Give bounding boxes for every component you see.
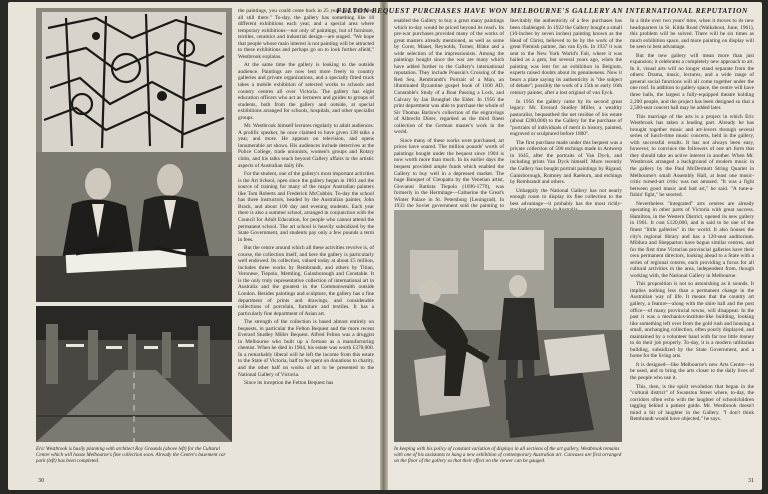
paragraph: enabled the Gallery to buy a great many paintings which to-day would be priced beyond its reach. Its pre-war purchases provided many of the works of great masters already mentioned, as well as some by Corot, Manet, Reynolds, Turner, Blake and a wide selection of the impressionists. Among the paintings bought since the war are many which have added further to the Gallery's international reputation. They include Poussin's Crossing of the Red Sea, Rembrandt's Portrait of a Man, an illuminated Byzantine gospel book of 1100 AD, Constable's Study of a Boat Passing a Lock, and Calvary by Jan Brueghel the Elder. In 1956 the print department was able to purchase the whole of Sir Thomas Barlow's collection of the engravings of Albrecht Dürer, regarded as the third finest collection of the German master's work in the world. (394, 18, 504, 136)
right-page (336, 2, 762, 490)
photo-westbrook-grounds-image (36, 8, 232, 302)
photo-car-park (36, 306, 232, 442)
photo-westbrook-grounds (36, 8, 232, 302)
left-page (8, 2, 380, 490)
paragraph: the paintings, you could come back in 25 years and find them all still there." To-day, the gallery has something like 18 different exhibitions each year, and a special area where temporary exhibitions—not only of paintings, but of furniture, textiles, ceramics and industrial design—are staged. "We hope that people whose main interest is not painting will be attracted to these exhibitions and perhaps go on to look further afield," Westbrook explains. (238, 8, 374, 60)
paragraph: In a little over two years' time, when it moves to its new headquarters in St. Kilda Road (Walkabout, June, 1961), this problem will be solved. There will be six times as much exhibition space, and more painting on display will be seen to best advantage. (630, 18, 754, 51)
right-page-text-column-3 (630, 18, 754, 480)
paragraph: Since many of these works were purchased, art prices have soared. The million pounds' worth of paintings bought under the bequest since 1904 is now worth more than much. In its earlier days the bequest provided ample funds which enabled the Gallery to buy well in a depressed market. The huge Banquet of Cleopatra by the Venetian artist, Giovanni Battista Tiepolo (1696-1770), was formerly in the Hermitage—Catherine the Great's Winter Palace in St. Petersburg (Leningrad). In 1933 the Soviet government sold the painting to (394, 137, 504, 210)
paragraph: The strength of the collection is based almost entirely on bequests, in particular the Felton Bequest and the more recent Everard Studley Miller Bequest. Alfred Felton was a druggist in Melbourne who built up a fortune as a manufacturing chemist. When he died in 1904, his estate was worth £378,000. In a remarkably liberal will he left the income from this estate to the State of Victoria, half to be spent on donations to charity, and the other half on works of art to be presented to the National Gallery of Victoria. (238, 319, 374, 378)
paragraph: In 1956 the gallery came by its second great legacy: Mr. Everard Studley Miller, a wealthy pastoralist, bequeathed the net residue of his estate (about £280,000) to the Gallery for the purchase of "portraits of individuals of merit in history, painted, engraved or sculptured before 1800". (510, 98, 622, 138)
photo-hanging-exhibition-image (394, 210, 622, 442)
book-gutter (380, 2, 388, 490)
left-caption: Eric Westbrook is busily planning with architect Roy Grounds (above left) for the Cultural Centre which will house Melbourne's fine collection soon. Already the Centre's basement car park (left) has been completed. (36, 446, 226, 465)
paragraph: Nevertheless "integrated" arts centres are already operating in other parts of Victoria with great success. Hamilton, in the Western District, opened its new gallery in 1961. It cost £120,000, and is said to be one of the finest "little galleries" in the world. It also houses the city's regional library and has a 120-seat auditorium. Mildura and Shepparton have begun similar centres, and for the first time Victorian provincial galleries have their own permanent directors, looking ahead to a State with a series of regional centres, each providing a focus for all cultural activities in the area, independent from, though working with, the National Gallery in Melbourne. (630, 200, 754, 279)
right-caption: In keeping with his policy of constant variation of displays in all sections of the art gallery, Westbrook remains with one of his assistants to hang a new exhibition of contemporary Australian art. Canvases are first arranged on the floor of the gallery so that their effect on the viewer can be gauged. (394, 446, 622, 465)
paragraph: This, then, is the spirit revolution that began in the "cultural district" of Swanston Street where, to-day, the corridors often echo with the laughter of schoolchildren tagging behind a patient guide. Mr. Westbrook doesn't mind a bit of laughter in the Gallery. "I don't think Rembrandt would have objected," he says. (630, 383, 754, 423)
paragraph: This marriage of the arts is a project in which Eric Westbrook has taken a leading part. Already he has brought together music and art-lovers through several series of lunch-time music concerts, held in the gallery, with successful results. It has not always been easy, however, to convince the followers of one art form that they should take an active interest in another. When Mr. Westbrook arranged a background of modern music in the gallery by the Paul McDermott String Quartet in Melbourne's small Assembly Hall, at least one music-critic turned-art critic was not amused. "It was a fight between good music and bad art," he said. "A tune-a-fishin' fight," he snorted. (630, 113, 754, 199)
paragraph: The first purchase made under this bequest was a private collection of 500 etchings made in Antwerp in 1645, after the portraits of Van Dyck, and including prints Van Dyck himself. More recently the Gallery has bought portrait paintings by Rigaud, Gainsborough, Romney and Raeburn, and etchings by Rembrandt and others. (510, 139, 622, 186)
paragraph: For the student, one of the gallery's most important activities is the Art School, open since the gallery began in 1861 and the source of training for many of the major Australian painters like Tom Roberts and Frederick McCubbin. To-day the school has three instructors, headed by the Australian painter, John Brack, and about 100 day and evening students. Each year there is also a summer school, arranged in conjunction with the Council for Adult Education, for people who cannot attend the permanent school. The art school is heavily subsidized by the State Government, and students pay only a few pounds a term in fees. (238, 171, 374, 243)
right-page-text-column-1 (394, 18, 504, 208)
left-page-text-column (238, 8, 374, 480)
running-head: FELTON BEQUEST PURCHASES HAVE WON MELBOURNE'S GALLERY AN INTERNATIONAL REPUTATION (336, 6, 748, 15)
page-number-right: 31 (748, 478, 754, 484)
photo-hanging-exhibition (394, 210, 622, 442)
paragraph: But the centre around which all these activities revolve is, of course, the collection itself, and here the gallery is particularly well endowed. Its collection, valued today at about £5 million, includes three works by Rembrandt, and others by Titian, Veronese, Tiepolo, Memling, Gainsborough and Constable. It is the only truly representative collection of international art in Australia and the greatest in the Commonwealth outside London. Besides paintings and sculpture, the gallery has a fine department of prints and drawings, and considerable collections of porcelain, furniture and textiles. It has a particularly fine department of Asian art. (238, 245, 374, 317)
paragraph: It is designed—like Melbourne's new Arts Centre—to be used, and to bring the arts closer to the daily lives of the people who use it. (630, 361, 754, 381)
paragraph: Mr. Westbrook himself lectures regularly to adult audiences. A prolific speaker, he once claimed to have given 138 talks a year, and more. He appears on television, and opens innumerable art shows. His audiences include detectives at the Police College, trade unionists, women's groups and Rotary clubs, and his talks reach beyond Gallery affairs to the artistic aspects of Australian daily life. (238, 123, 374, 169)
paragraph: Since its inception the Felton Bequest has (244, 380, 334, 387)
paragraph: Unhappily the National Gallery has not nearly enough room to display its fine collection to the best advantage—it probably has the most richly- (510, 187, 622, 207)
paragraph: This proposition is not so astonishing as it sounds. It implies nothing less than a permanent change in the Australian way of life. It means that the country art gallery, a feature—along with the shire hall and the post office—of many provincial towns, will disappear. In the past it was a mechanics-institute-like building, looking like something left over from the gold rush and housing a small, unchanging collection, often poorly displayed, and maintained by a volunteer band with far too little money to do their job properly. To-day, it is a modern utilitarian building, subsidized by the State Government, and a home for the living arts. (630, 281, 754, 360)
page-number-left: 30 (38, 478, 44, 484)
paragraph: Inevitably the authenticity of a few purchases has been challenged. In 1922 the Gallery bought a small (10-inches by seven inches) painting known as the Head of Christ, believed to be by the work of the great Flemish painter, Jan van Eyck. In 1937 it was sent to the New York World's Fair, where it was hailed as a gem, but several years ago, when the painting was lent for an exhibition in Belgium, experts raised doubts about its genuineness. Now it bears a plate saying its authenticity is "the subject of debate"; possibly the work of a 15th or early 16th century painter, after a lost original of van Eyck. (510, 18, 622, 97)
photo-car-park-image (36, 306, 232, 442)
paragraph: But the new gallery will mean more than just expansion; it celebrates a completely new approach to art. In it, visual arts will no longer stand separate from the others: Drama, music, lectures, and a wide range of general social functions will all come together under the one roof. In addition to gallery space, the centre will have three halls, the largest a fully-equipped theatre holding 2,200 people, and the project has been designed so that a 2,500-seat concert hall may be added later. (630, 52, 754, 112)
right-page-text-column-2 (510, 18, 622, 208)
paragraph: At the same time the gallery is looking to the outside audience. Paintings are now lent more freely to country galleries and private organizations, and a specially fitted truck takes a mobile exhibition of selected works to schools and country centres all over Victoria. The gallery has eight education officers who act as lecturers and guides to groups of students, both from the gallery and outside, at special exhibitions arranged for schools, hospitals, and other specialist groups. (238, 62, 374, 121)
